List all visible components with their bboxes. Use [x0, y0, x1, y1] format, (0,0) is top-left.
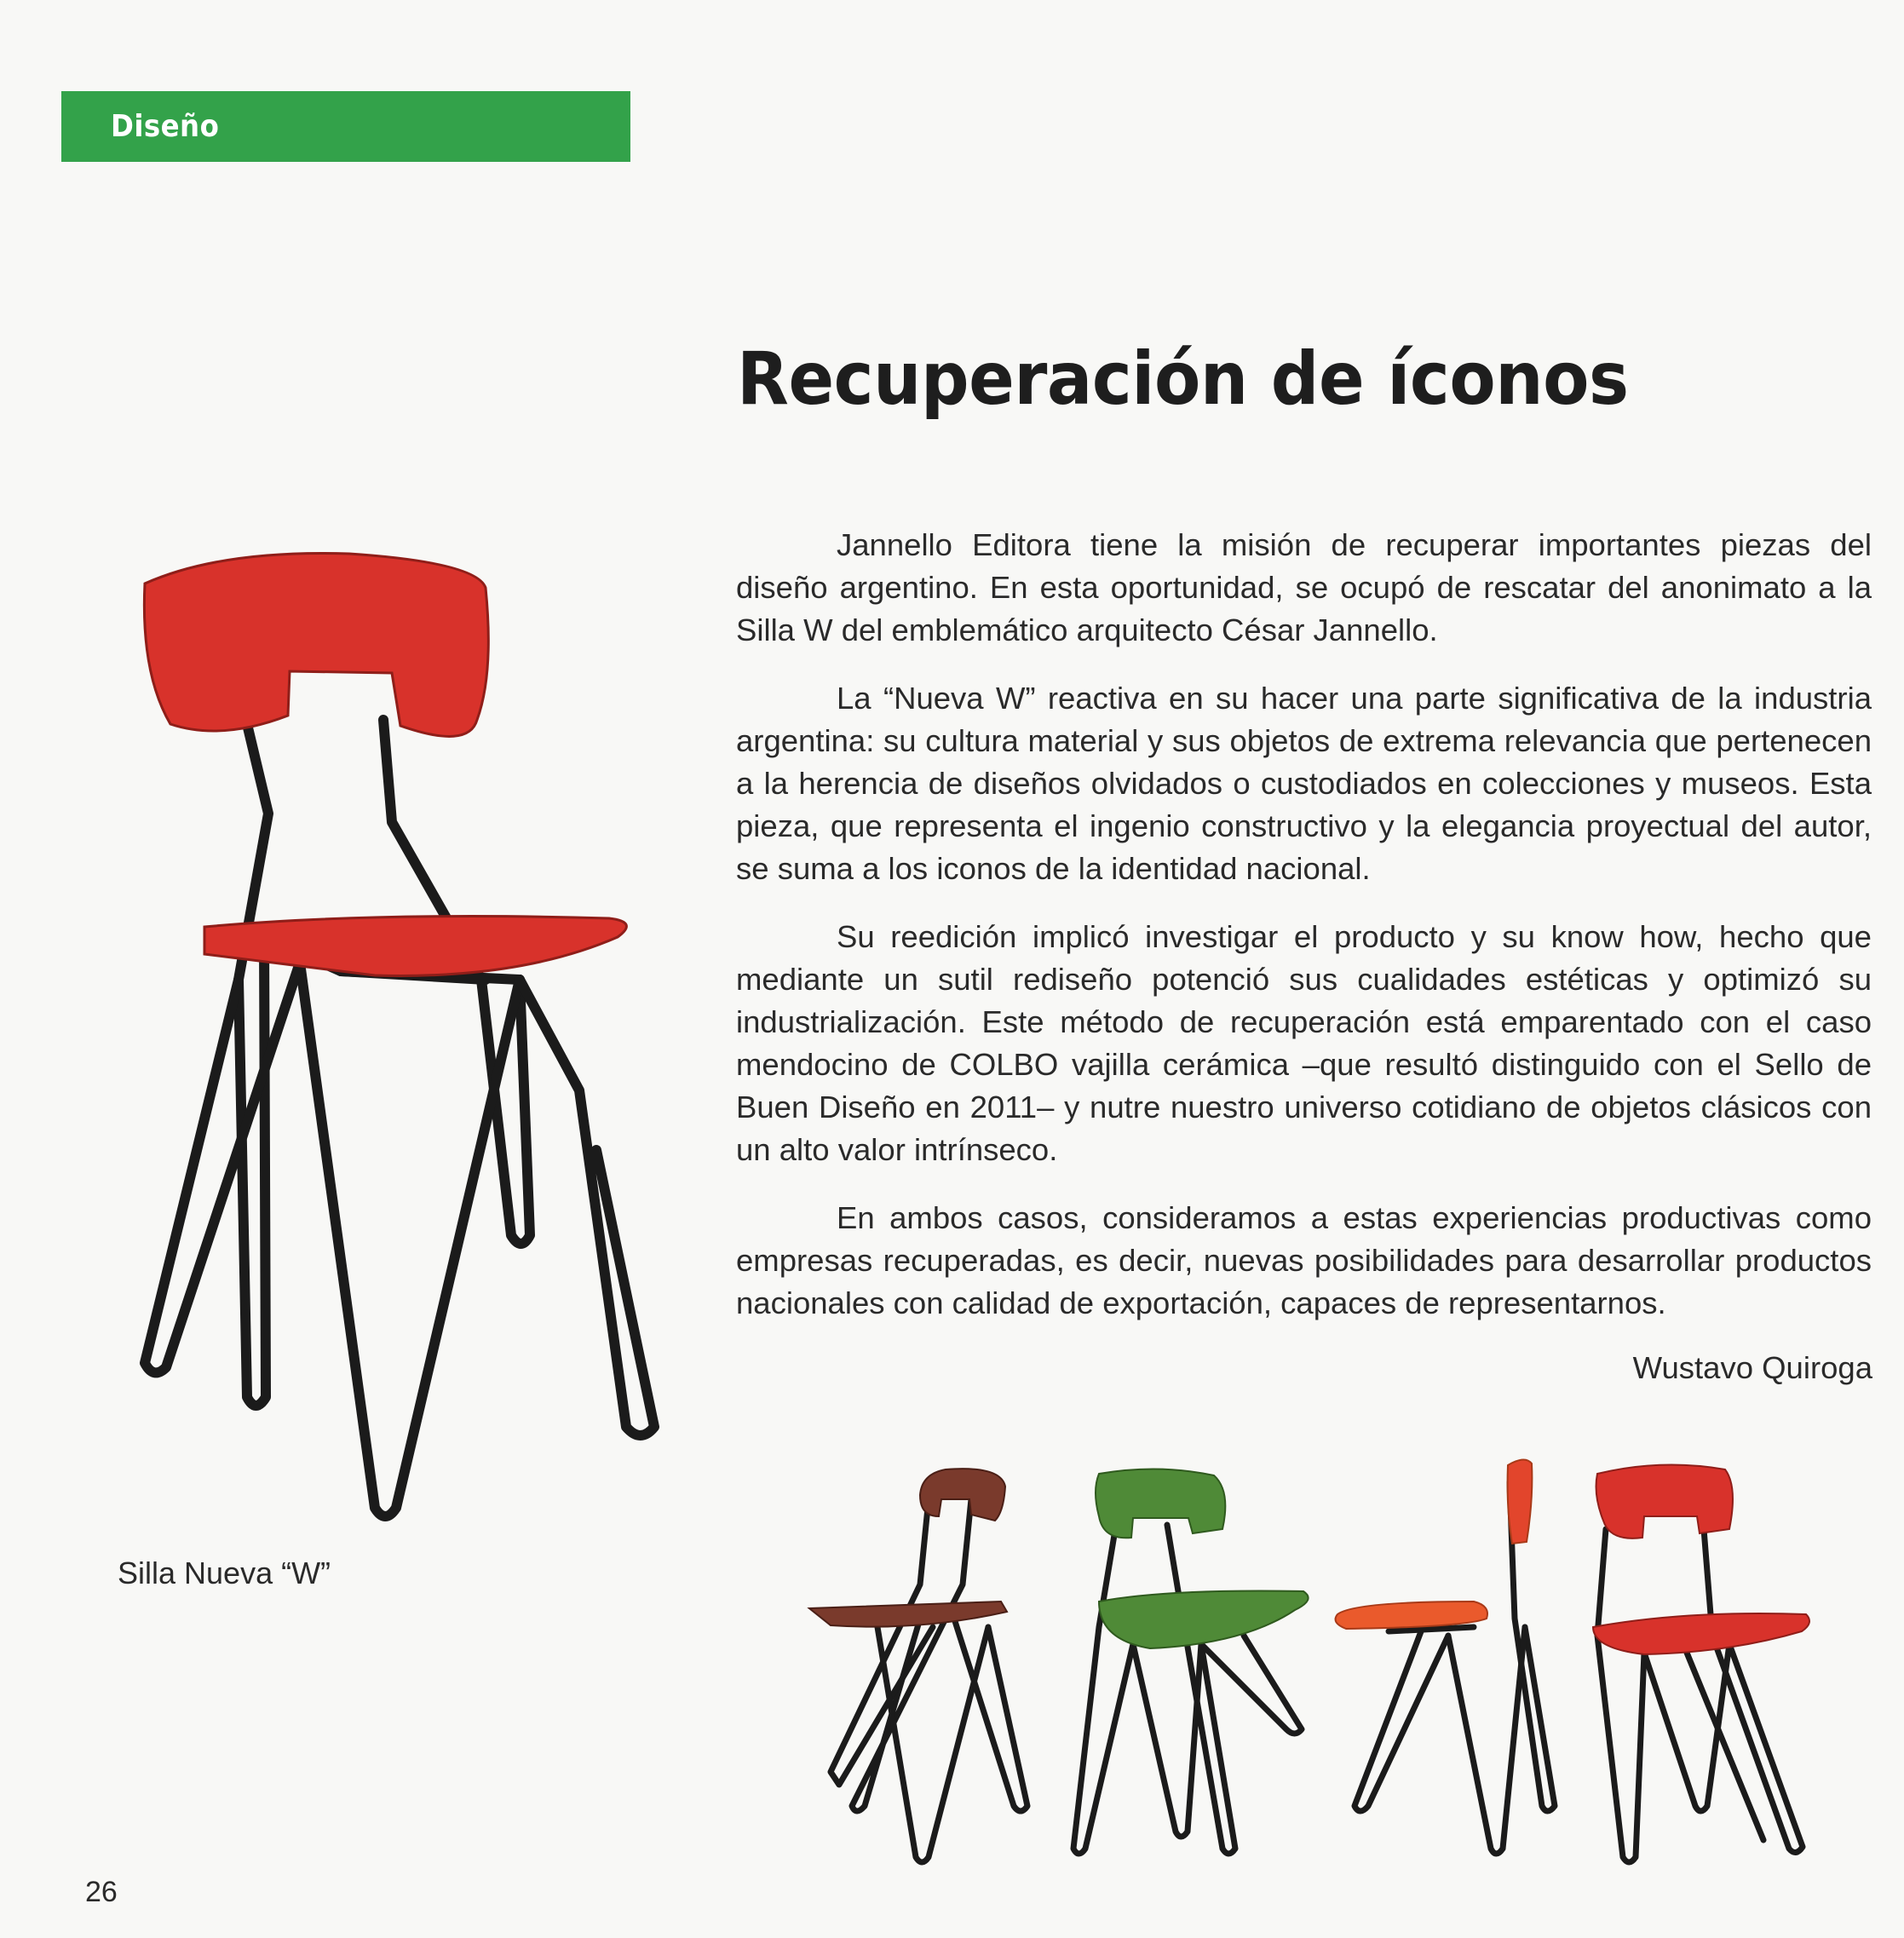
paragraph-3: Su reedición implicó investigar el producto y su know how, hecho que mediante un sutil rediseño potenció sus cualidades estéticas y optimizó su industrialización. Este método de recuperación está emparentado con el caso mendocino de COLBO vajilla cerámica –que resultó distinguido con el Sello de Buen Diseño en 2011– y nutre nuestro universo cotidiano de objetos clásicos con un alto valor intrínseco.: [736, 919, 1872, 1167]
chair-row-image: [792, 1448, 1840, 1891]
section-label: Diseño: [111, 109, 220, 144]
page-number: 26: [85, 1876, 118, 1908]
author-signature: Wustavo Quiroga: [1632, 1350, 1872, 1385]
page-title: Recuperación de íconos: [737, 336, 1629, 422]
paragraph-1: Jannello Editora tiene la misión de recuperar importantes piezas del diseño argentino. En esta oportunidad, se ocupó de rescatar del anonimato a la Silla W del emblemático arquitecto César Jannello.: [736, 527, 1872, 647]
image-caption: Silla Nueva “W”: [118, 1556, 331, 1590]
paragraph-2: La “Nueva W” reactiva en su hacer una parte significativa de la industria argentina: su cultura material y sus objetos de extrema relevancia que pertenecen a la herencia de diseños olvidados o custodiados en colecciones y museos. Esta pieza, que representa el ingenio constructivo y la elegancia proyectual del autor, se suma a los iconos de la identidad nacional.: [736, 681, 1872, 886]
chair-red: [1593, 1465, 1809, 1862]
section-tag: [61, 91, 630, 162]
chair-orange: [1336, 1459, 1555, 1854]
chair-green: [1073, 1469, 1309, 1854]
main-chair-image: [119, 537, 767, 1559]
paragraph-4: En ambos casos, consideramos a estas experiencias productivas como empresas recuperadas, es decir, nuevas posibilidades para desarrollar productos nacionales con calidad de exportación, capaces de representarnos.: [736, 1200, 1872, 1320]
chair-brown: [809, 1469, 1027, 1862]
article-body: [736, 524, 1872, 1350]
main-chair-backrest: [144, 553, 488, 736]
